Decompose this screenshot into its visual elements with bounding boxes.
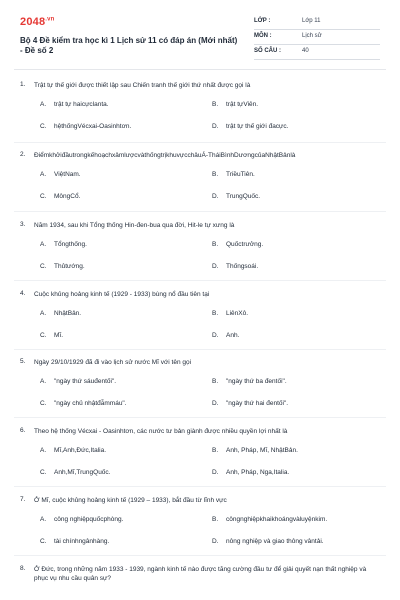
question-divider (14, 486, 386, 487)
question-divider (14, 142, 386, 143)
meta-row-count: SỐ CÂU : 40 (254, 44, 380, 60)
question-stem: Năm 1934, sau khi Tổng thống Hin-đen-bua qua đời, Hit-le tự xưng là (34, 222, 235, 229)
question-divider (14, 349, 386, 350)
question-number: 7. (20, 496, 26, 503)
question-divider (14, 417, 386, 418)
meta-row-class: LỚP : Lớp 11 (254, 14, 380, 30)
question-number: 6. (20, 427, 26, 434)
site-logo[interactable]: $2048^{.vn}$ (20, 16, 55, 28)
question-stem: Theo hệ thống Vécxai - Oasinhtơn, các nước tư bản giành được nhiều quyền lợi nhất là (34, 428, 288, 435)
question-number: 3. (20, 221, 26, 228)
question-stem: Ở Mĩ, cuộc khủng hoảng kinh tế (1929 – 1933), bắt đầu từ lĩnh vực (34, 497, 227, 504)
question-number: 1. (20, 81, 26, 88)
document-title: Bộ 4 Đề kiểm tra học kì 1 Lịch sử 11 có đáp án (Mới nhất) - Đề số 2 (20, 36, 238, 55)
header-divider (14, 69, 386, 70)
question-stem: ĐiểmkhởiđầutrongkếhoạchxâmlượcvàthốngtrịkhuvựcchâuÁ-TháiBìnhDươngcủaNhậtBảnlà (34, 152, 296, 159)
question-divider (14, 555, 386, 556)
meta-row-subject: MÔN : Lịch sử (254, 29, 380, 45)
question-stem: Trật tự thế giới được thiết lập sau Chiến tranh thế giới thứ nhất được gọi là (34, 82, 251, 89)
question-number: 4. (20, 290, 26, 297)
question-divider (14, 211, 386, 212)
page-header (20, 14, 380, 62)
question-number: 2. (20, 151, 26, 158)
question-divider (14, 280, 386, 281)
question-number: 8. (20, 565, 26, 572)
question-number: 5. (20, 358, 26, 365)
question-stem: Ở Đức, trong những năm 1933 - 1939, ngành kinh tế nào được tăng cường đầu tư để giải quyết nạn thất nghiệp và phục vụ nhu cầu quân sự? (34, 566, 367, 582)
question-stem: Ngày 29/10/1929 đã đi vào lịch sử nước Mĩ với tên gọi (34, 359, 192, 366)
question-stem: Cuộc khủng hoảng kinh tế (1929 - 1933) bùng nổ đầu tiên tại (34, 291, 210, 298)
